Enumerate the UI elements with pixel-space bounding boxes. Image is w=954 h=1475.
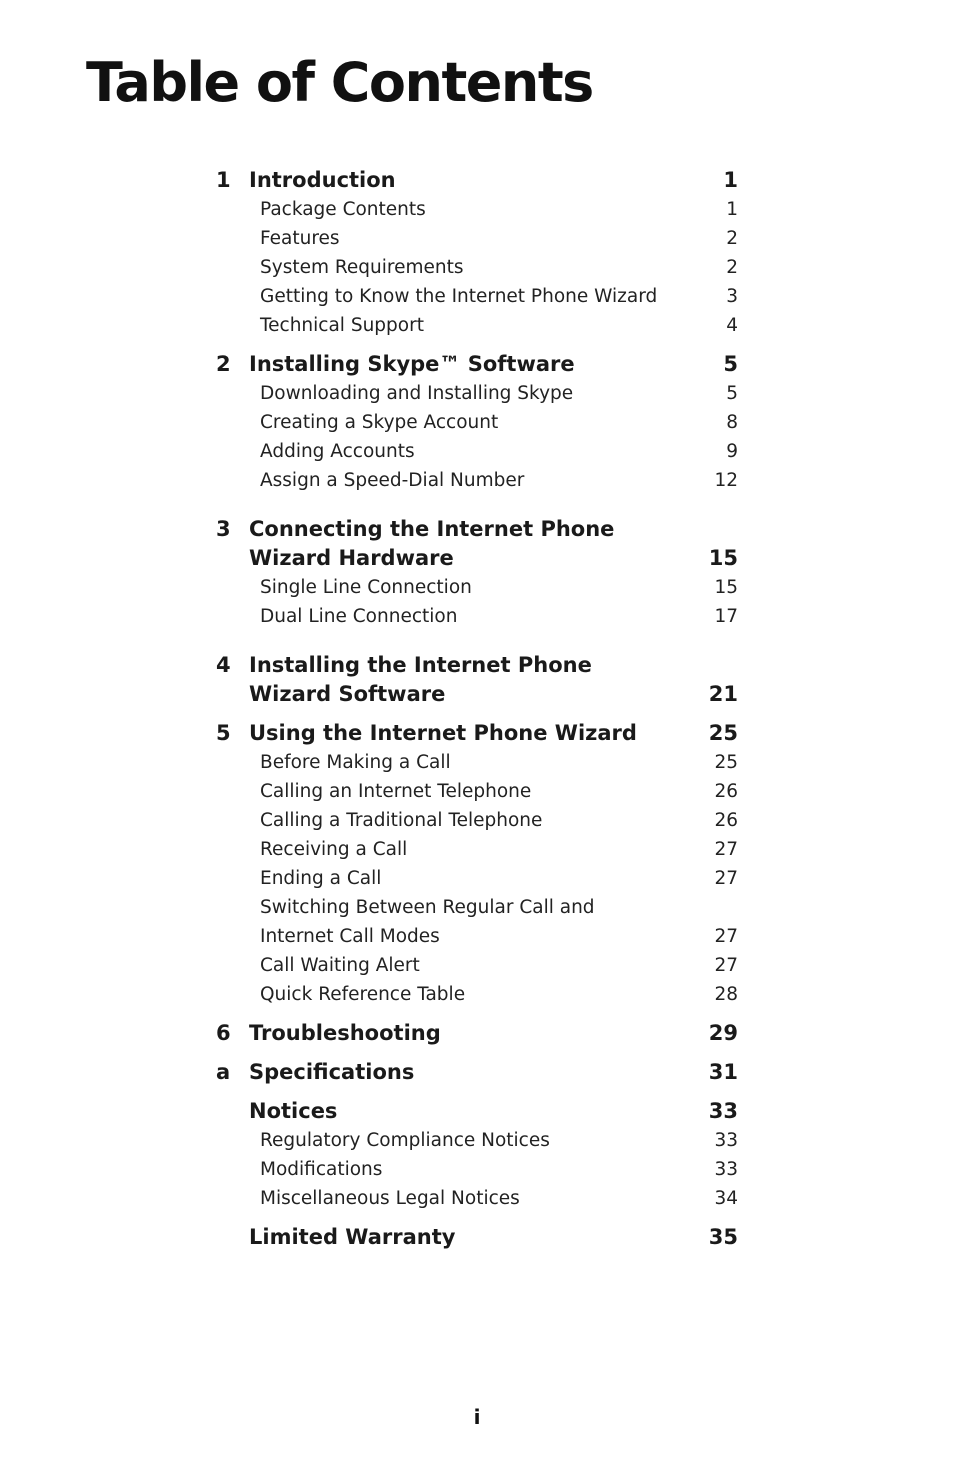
chapter-page-number: 21	[708, 682, 738, 706]
toc-entry-row[interactable]	[216, 864, 738, 893]
toc-chapter-row[interactable]	[216, 166, 738, 195]
toc-chapter-row[interactable]	[216, 1223, 738, 1252]
chapter-title: Limited Warranty	[249, 1225, 456, 1249]
entry-page-number: 27	[714, 839, 738, 860]
toc-section	[216, 350, 738, 495]
toc-entry-row[interactable]	[216, 777, 738, 806]
toc-entry-row[interactable]	[216, 195, 738, 224]
toc-chapter-row[interactable]	[216, 651, 738, 680]
entry-page-number: 2	[726, 228, 738, 249]
entry-title: Receiving a Call	[260, 839, 408, 860]
chapter-number: 6	[216, 1021, 231, 1045]
toc-entry-row[interactable]	[216, 951, 738, 980]
entry-title: Miscellaneous Legal Notices	[260, 1188, 520, 1209]
toc-entry-row[interactable]	[216, 980, 738, 1009]
entry-page-number: 27	[714, 926, 738, 947]
entry-page-number: 2	[726, 257, 738, 278]
entry-page-number: 27	[714, 955, 738, 976]
toc-section	[216, 719, 738, 1009]
toc-entry-row[interactable]	[216, 408, 738, 437]
entry-page-number: 27	[714, 868, 738, 889]
chapter-page-number: 1	[723, 168, 738, 192]
toc-chapter-row[interactable]	[216, 1058, 738, 1087]
entry-title: Quick Reference Table	[260, 984, 466, 1005]
entry-page-number: 26	[714, 810, 738, 831]
chapter-number: 2	[216, 352, 231, 376]
chapter-title: Specifications	[249, 1060, 415, 1084]
chapter-page-number: 15	[708, 546, 738, 570]
toc-section	[216, 1223, 738, 1252]
entry-page-number: 17	[714, 606, 738, 627]
chapter-title: Using the Internet Phone Wizard	[249, 721, 637, 745]
toc-entry-row[interactable]	[216, 224, 738, 253]
chapter-title: Notices	[249, 1099, 338, 1123]
toc-entry-row[interactable]	[216, 748, 738, 777]
entry-page-number: 9	[726, 441, 738, 462]
entry-title: Adding Accounts	[260, 441, 415, 462]
toc-entry-row[interactable]	[216, 1155, 738, 1184]
chapter-number: 5	[216, 721, 231, 745]
toc-entry-row[interactable]	[216, 922, 738, 951]
entry-page-number: 25	[714, 752, 738, 773]
entry-title: Getting to Know the Internet Phone Wizard	[260, 286, 658, 307]
toc-entry-row[interactable]	[216, 835, 738, 864]
entry-title: Single Line Connection	[260, 577, 472, 598]
toc-entry-row[interactable]	[216, 573, 738, 602]
entry-title: Package Contents	[260, 199, 426, 220]
toc-entry-row[interactable]	[216, 379, 738, 408]
chapter-page-number: 33	[708, 1099, 738, 1123]
entry-page-number: 34	[714, 1188, 738, 1209]
chapter-page-number: 25	[708, 721, 738, 745]
chapter-title: Troubleshooting	[249, 1021, 441, 1045]
entry-page-number: 3	[726, 286, 738, 307]
chapter-title: Wizard Software	[249, 682, 446, 706]
entry-title: Dual Line Connection	[260, 606, 458, 627]
chapter-title: Installing Skype™ Software	[249, 352, 575, 376]
toc-entry-row[interactable]	[216, 602, 738, 631]
toc-entry-row[interactable]	[216, 253, 738, 282]
toc-entry-row[interactable]	[216, 282, 738, 311]
entry-title: Features	[260, 228, 340, 249]
toc-chapter-row[interactable]	[216, 1097, 738, 1126]
entry-page-number: 1	[726, 199, 738, 220]
toc-entry-row[interactable]	[216, 311, 738, 340]
toc-section	[216, 166, 738, 340]
toc-section	[216, 1058, 738, 1087]
entry-title: Ending a Call	[260, 868, 382, 889]
chapter-number: a	[216, 1060, 231, 1084]
chapter-title: Wizard Hardware	[249, 546, 454, 570]
table-of-contents	[216, 166, 738, 1252]
entry-page-number: 26	[714, 781, 738, 802]
toc-chapter-row[interactable]	[216, 1019, 738, 1048]
toc-section	[216, 651, 738, 709]
page-number: i	[473, 1405, 481, 1429]
toc-entry-row[interactable]	[216, 1184, 738, 1213]
chapter-page-number: 5	[723, 352, 738, 376]
entry-page-number: 33	[714, 1130, 738, 1151]
chapter-number: 3	[216, 517, 231, 541]
entry-page-number: 15	[714, 577, 738, 598]
toc-entry-row[interactable]	[216, 437, 738, 466]
chapter-page-number: 31	[708, 1060, 738, 1084]
entry-title: Assign a Speed-Dial Number	[260, 470, 525, 491]
toc-chapter-row[interactable]	[216, 719, 738, 748]
chapter-title: Installing the Internet Phone	[249, 653, 592, 677]
toc-chapter-row[interactable]	[216, 680, 738, 709]
entry-title: Modifications	[260, 1159, 383, 1180]
toc-section	[216, 1097, 738, 1213]
chapter-number: 4	[216, 653, 231, 677]
page-title: Table of Contents	[86, 51, 593, 114]
entry-page-number: 12	[714, 470, 738, 491]
toc-entry-row[interactable]	[216, 466, 738, 495]
toc-section	[216, 1019, 738, 1048]
chapter-page-number: 29	[708, 1021, 738, 1045]
chapter-number: 1	[216, 168, 231, 192]
entry-title: Switching Between Regular Call and	[260, 897, 595, 918]
entry-page-number: 4	[726, 315, 738, 336]
chapter-title: Connecting the Internet Phone	[249, 517, 615, 541]
chapter-title: Introduction	[249, 168, 396, 192]
entry-title: Downloading and Installing Skype	[260, 383, 574, 404]
entry-title: Calling a Traditional Telephone	[260, 810, 543, 831]
entry-title: Regulatory Compliance Notices	[260, 1130, 550, 1151]
entry-page-number: 8	[726, 412, 738, 433]
entry-title: Technical Support	[260, 315, 424, 336]
entry-title: System Requirements	[260, 257, 464, 278]
toc-entry-row[interactable]	[216, 1126, 738, 1155]
entry-title: Call Waiting Alert	[260, 955, 420, 976]
toc-chapter-row[interactable]	[216, 544, 738, 573]
entry-page-number: 28	[714, 984, 738, 1005]
entry-title: Calling an Internet Telephone	[260, 781, 532, 802]
entry-title: Before Making a Call	[260, 752, 451, 773]
entry-page-number: 33	[714, 1159, 738, 1180]
chapter-page-number: 35	[708, 1225, 738, 1249]
entry-page-number: 5	[726, 383, 738, 404]
toc-chapter-row[interactable]	[216, 350, 738, 379]
toc-section	[216, 515, 738, 631]
toc-entry-row[interactable]	[216, 806, 738, 835]
toc-entry-row[interactable]	[216, 893, 738, 922]
entry-title: Internet Call Modes	[260, 926, 440, 947]
entry-title: Creating a Skype Account	[260, 412, 499, 433]
toc-chapter-row[interactable]	[216, 515, 738, 544]
